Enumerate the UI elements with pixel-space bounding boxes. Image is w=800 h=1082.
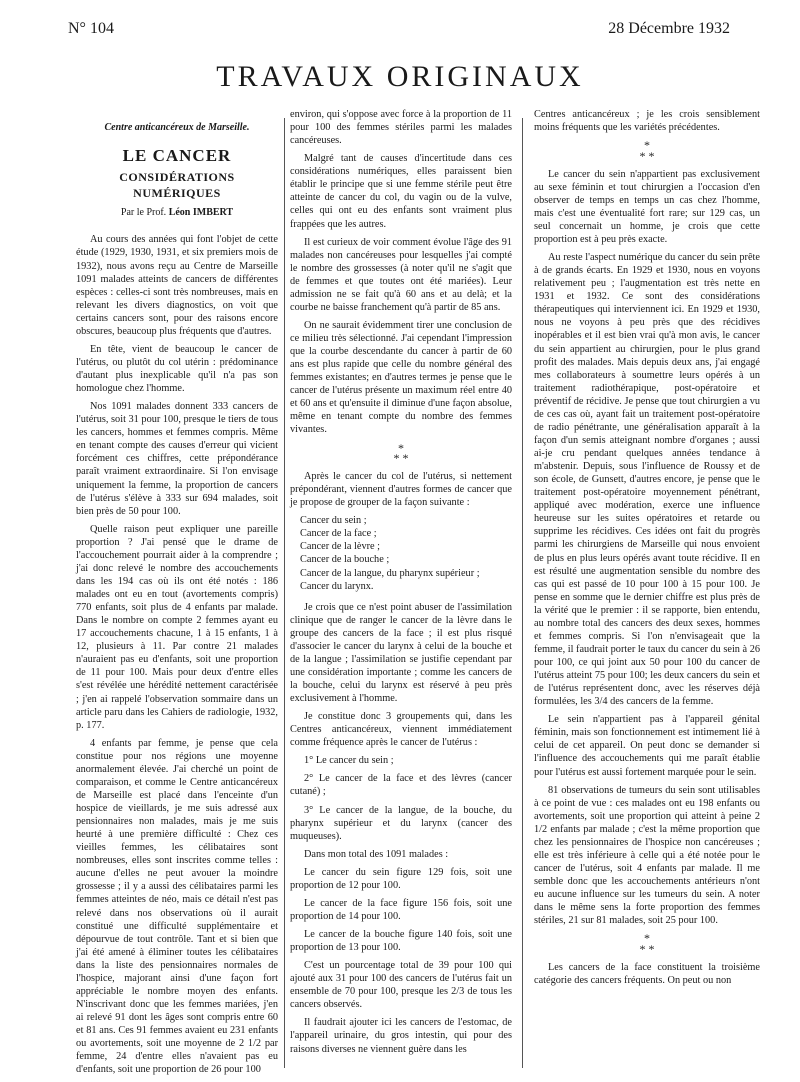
- section-title: TRAVAUX ORIGINAUX: [216, 60, 584, 93]
- list-item: Cancer de la bouche ;: [300, 554, 390, 566]
- paragraph: Le sein n'appartient pas à l'appareil génital féminin, mais son fonctionnement est intimement lié à celui de cet appareil. On peut donc se demander si l'influence des accouchements qui me paraît établie pour l'utérus est aussi fortement marquée pour le sein.: [534, 714, 760, 778]
- author-line: [76, 207, 278, 220]
- paragraph: 3° Le cancer de la langue, de la bouche, du pharynx supérieur et du larynx (cancer des muqueuses).: [290, 804, 512, 842]
- paragraph: 1° Le cancer du sein ;: [304, 755, 394, 767]
- paragraph: Je constitue donc 3 groupements qui, dans les Centres anticancéreux, viennent immédiatement comme fréquence après le cancer de l'utérus :: [290, 711, 512, 749]
- author-name: Léon IMBERT: [168, 206, 234, 218]
- paragraph: C'est un pourcentage total de 39 pour 100 qui ajouté aux 31 pour 100 des cancers de l'utérus fait un ensemble de 70 pour 100, presque les 2/3 de tous les cancers observés.: [290, 960, 512, 1011]
- paragraph: 4 enfants par femme, je pense que cela constitue pour nos régions une moyenne anormalement élevée. J'ai cherché un point de comparaison, et comme le Centre anticancéreux de Marseille est placé dans l'enceinte d'un hospice de vieillards, je me suis adressé aux pensionnaires non malades, mais je me suis heurté à une première difficulté : Chez ces vieilles femmes, les célibataires sont nombreuses, elles sont inscrites comme telles : aucune d'elles ne peut avouer la moindre grossesse ; il y a aussi des célibataires parmi les femmes atteintes de néo, mais ce détail n'est pas relevé dans nos observations où il aurait constitué une difficulté supplémentaire et dépourvue de tout contrôle. Tant et si bien que j'ai été amené à éliminer toutes les célibataires dans la liste des pensionnaires normales de l'hospice, majorant ainsi d'une façon fort appréciable le nombre moyen des enfants. N'inscrivant donc que les femmes mariées, j'en ai relevé 91 dont les âges sont compris entre 60 et 81 ans. Ces 91 femmes avaient eu 231 enfants ou avortements, soit une moyenne de 2 1/2 par femme, 24 d'entre elles n'avaient pas eu d'enfants, soit une proportion de 26 pour 100: [76, 737, 278, 1076]
- list-item: Cancer du larynx.: [300, 580, 374, 592]
- column-2: [290, 108, 512, 1061]
- paragraph: Le cancer de la face figure 156 fois, soit une proportion de 14 pour 100.: [290, 897, 512, 922]
- column-3: [534, 108, 760, 992]
- list-item: Cancer de la langue, du pharynx supérieur ;: [300, 567, 480, 579]
- paragraph: En tête, vient de beaucoup le cancer de l'utérus, ou plutôt du col utérin : prédominance d'autant plus inexplicable qu'il n'a pas son homologue chez l'homme.: [76, 343, 278, 395]
- paragraph: 81 observations de tumeurs du sein sont utilisables à ce point de vue : ces malades ont eu 198 enfants ou avortements, soit une proportion qui atteint à peine 2 1/2 enfants par malade ; c'est la même proportion que chez les pensionnaires de l'hospice non cancéreuses ; elle est très inférieure à celle qui a été notée pour le cancer de l'utérus, soit 4 enfants par malade. Il me semble donc que les accouchements antérieurs n'ont eu aucune influence sur les tumeurs du sein. A noter dans le même sens la forte proportion des femmes stériles, 21 sur 81 malades, soit 25 pour 100.: [534, 784, 760, 927]
- center-name: Centre anticancéreux de Marseille.: [104, 122, 250, 133]
- paragraph: Quelle raison peut expliquer une pareille proportion ? J'ai pensé que le drame de l'accouchement pourrait aider à la comprendre ; j'ai donc relevé le nombre des accouchements dans les 194 cas où ils ont été notés : 186 malades ont eu en tout (avortements compris) 770 enfants, soit plus de 4 enfants par malade. Dans le nombre on compte 2 femmes ayant eu 17 accouchements chacune, 1 à 15 enfants, 1 à 12, plusieurs à 11. Par contre 21 malades n'auraient pas eu d'enfants, soit une proportion de 11 pour 100. Mais pour deux d'entre elles s'est révélée une hérédité nettement caractérisée ; j'en ai rappelé l'observation sommaire dans un article paru dans les Cahiers de radiologie, 1932, p. 177.: [76, 523, 278, 731]
- paragraph: Il faudrait ajouter ici les cancers de l'estomac, de l'appareil urinaire, du gros intestin, qui pour des raisons diverses ne viennent guère dans les: [290, 1017, 512, 1055]
- column-1: [76, 108, 278, 1081]
- section-separator: * * *: [639, 138, 655, 163]
- article-subtitle: CONSIDÉRATIONS NUMÉRIQUES: [119, 170, 235, 200]
- paragraph: Le cancer du sein n'appartient pas exclusivement au sexe féminin et tout chirurgien a l'occasion d'en observer de temps en temps un cas chez l'homme, mais c'est une éventualité fort rare; sur 129 cas, un seul concernait un homme, je crois que cette proportion est à peu près exacte.: [534, 168, 760, 246]
- paragraph: Il est curieux de voir comment évolue l'âge des 91 malades non cancéreuses pour lesquelles j'ai compté le nombre des grossesses (à noter qu'il ne s'agit que de femmes et que toutes ont été mariées). Leur admission ne se fait qu'à 60 ans et au delà; et la courbe ne baisse franchement qu'à partir de 85 ans.: [290, 236, 512, 313]
- column-rule-right: [522, 118, 523, 1068]
- paragraph: environ, qui s'oppose avec force à la proportion de 11 pour 100 des femmes stériles parmi les malades cancéreuses.: [290, 109, 512, 147]
- issue-number: N° 104: [68, 20, 114, 37]
- section-separator: * * *: [639, 931, 655, 957]
- article-title: LE CANCER: [122, 145, 232, 165]
- paragraph: Je crois que ce n'est point abuser de l'assimilation clinique que de ranger le cancer de la lèvre dans le groupe des cancers de la face ; il est plus risqué d'associer le cancer du larynx à celui de la bouche et de la langue ; l'assimilation se justifie cependant par une considération importante ; comme les cancers de la bouche, celui du larynx est réservé à peu près exclusivement à l'homme.: [290, 601, 512, 705]
- column-rule-left: [284, 118, 285, 1068]
- list-item: Cancer de la face ;: [300, 528, 377, 540]
- paragraph: Le cancer du sein figure 129 fois, soit une proportion de 12 pour 100.: [290, 866, 512, 891]
- author-prefix: Par le Prof.: [120, 206, 167, 218]
- section-separator: * * *: [393, 440, 409, 466]
- paragraph: Nos 1091 malades donnent 333 cancers de l'utérus, soit 31 pour 100, presque le tiers de tous les cancers, hommes et femmes compris. Même en tenant compte des causes d'erreur qui vicient forcément ces chiffres, cette prépondérance paraît vraiment extraordinaire. Si l'on envisage uniquement la femme, la proportion de cancers de l'utérus s'élève à 333 sur 694 malades, soit bien près de 50 pour 100.: [76, 401, 278, 517]
- cancer-list: [290, 514, 512, 592]
- paragraph: Au cours des années qui font l'objet de cette étude (1929, 1930, 1931, et six premiers mois de 1932), nous avons reçu au Centre de Marseille 1091 malades atteints de cancers de différentes espèces : celles-ci sont très nombreuses, mais en relevant les divers diagnostics, on voit que certains cancers sont, pour des raisons encore obscures, beaucoup plus fréquents que d'autres.: [76, 234, 278, 337]
- paragraph: Le cancer de la bouche figure 140 fois, soit une proportion de 13 pour 100.: [290, 929, 512, 954]
- paragraph: Après le cancer du col de l'utérus, si nettement prépondérant, viennent d'autres formes de cancer que je propose de grouper de la façon suivante :: [290, 471, 512, 509]
- issue-date: 28 Décembre 1932: [608, 20, 730, 37]
- paragraph: Les cancers de la face constituent la troisième catégorie des cancers fréquents. On peut ou non: [534, 961, 760, 986]
- paragraph: Dans mon total des 1091 malades :: [304, 848, 449, 860]
- paragraph: Malgré tant de causes d'incertitude dans ces considérations numériques, elles paraissent bien établir le principe que si une femme stérile peut être atteinte de cancer du col, du vagin ou de la vulve, celles qui ont eu des enfants sont vraiment plus frappées que les autres.: [290, 153, 512, 230]
- list-item: Cancer du sein ;: [300, 515, 367, 527]
- paragraph: On ne saurait évidemment tirer une conclusion de ce milieu très sélectionné. J'ai cependant l'impression que la courbe descendante du cancer à partir de 60 ans est plus rapide que celle du nombre général des femmes existantes; en d'autres termes je pense que le cancer de l'utérus présente un maximum réel entre 40 et 60 ans et qu'ensuite il diminue d'une façon absolue, même en tenant compte du nombre des femmes vivantes.: [290, 319, 512, 436]
- paragraph: Au reste l'aspect numérique du cancer du sein prête à de grands écarts. En 1929 et 1930, nous en voyons relativement peu ; l'augmentation est très nette en 1931 et 1932. Ce sont des considérations thérapeutiques qui interviennent ici. En 1929 et 1930, nous ne voyons à peu près que des récidives inopérables et il est bien vrai qu'à mon avis, le cancer du sein appartient au chirurgien, pour le plus grand profit des malades. Mais depuis deux ans, j'ai engagé mes collaborateurs à soumettre leurs opérés à un traitement radiothérapique, post-opératoire et préventif de récidive. Je pense que tout chirurgien a vu de ces cas où, ayant fait un traitement post-opératoire de radio pénétrante, une généralisation apparaît à la façon d'un semis atteignant nombre d'organes ; aussi ai-je cru pendant quelques années tendance à m'abstenir. Depuis, sous l'influence de Roussy et de son école, de Gunsett, d'autres encore, je pense que le traitement post-opératoire moyennement pénétrant, appliqué avec modération, exerce une influence heureuse sur les suites opératoires et retarde ou supprime les récidives. Ces idées ont fait du progrès parmi les chirurgiens de Marseille qui nous envoient de plus en plus leurs opérés avant toute récidive. Il en est résulté une augmentation sensible du nombre des cas qui est passé de 10 pour 100 à 15 pour 100. Je pense en somme que le dernier chiffre est plus près de la vérité que le premier : il se rapporte, bien entendu, au nombre total des cancers des deux sexes, hommes et femmes compris. Si l'on n'envisageait que la femme, il faudrait porter le taux du cancer du sein à 26 pour 100, ce qui joint aux 50 pour 100 du cancer de l'utérus atteint 75 pour 100; les deux cancers du sein et de l'utérus représentent donc, avec les réserves déjà formulées, les 3/4 des cancers de la femme.: [534, 252, 760, 708]
- paragraph: 2° Le cancer de la face et des lèvres (cancer cutané) ;: [290, 773, 512, 798]
- list-item: Cancer de la lèvre ;: [300, 541, 381, 553]
- paragraph: Centres anticancéreux ; je les crois sensiblement moins fréquents que les variétés précédentes.: [534, 109, 760, 134]
